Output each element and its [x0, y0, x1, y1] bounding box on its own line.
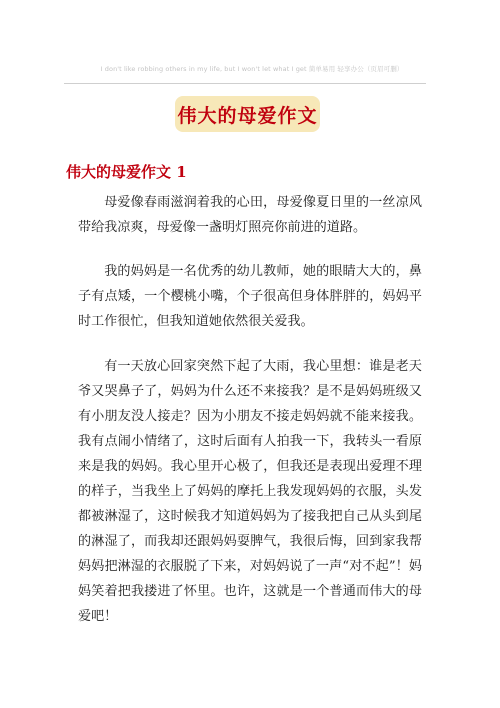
document-body [78, 190, 422, 649]
paragraph-2: 我的妈妈是一名优秀的幼儿教师，她的眼睛大大的，鼻子有点矮，一个樱桃小嘴，个子很高但身体胖胖的，妈妈平时工作很忙，但我知道她依然很关爱我。 [78, 264, 422, 329]
paragraph-1: 母爱像春雨滋润着我的心田，母爱像夏日里的一丝凉风带给我凉爽，母爱像一盏明灯照亮你前进的道路。 [78, 195, 422, 235]
page-header-watermark: I don't like robbing others in my life, but I won't let what I get 简单易用 轻享办公（页眉可删） [100, 65, 404, 73]
header-divider [64, 83, 426, 84]
document-title: 伟大的母爱作文 [177, 104, 318, 127]
title-highlight [175, 96, 320, 132]
paragraph-3: 有一天放心回家突然下起了大雨，我心里想：谁是老天爷又哭鼻子了，妈妈为什么还不来接我？是不是妈妈班级又有小朋友没人接走？因为小朋友不接走妈妈就不能来接我。我有点闹小情绪了，这时后面有人拍我一下，我转头一看原来是我的妈妈。我心里开心极了，但我还是表现出爱理不理的样子，当我坐上了妈妈的摩托上我发现妈妈的衣服，头发都被淋湿了，这时候我才知道妈妈为了接我把自己从头到尾的淋湿了，而我却还跟妈妈耍脾气，我很后悔，回到家我帮妈妈把淋湿的衣服脱了下来，对妈妈说了一声“对不起”！妈妈笑着把我搂进了怀里。也许，这就是一个普通而伟大的母爱吧！ [78, 359, 422, 624]
section-heading: 伟大的母爱作文 1 [66, 163, 187, 181]
